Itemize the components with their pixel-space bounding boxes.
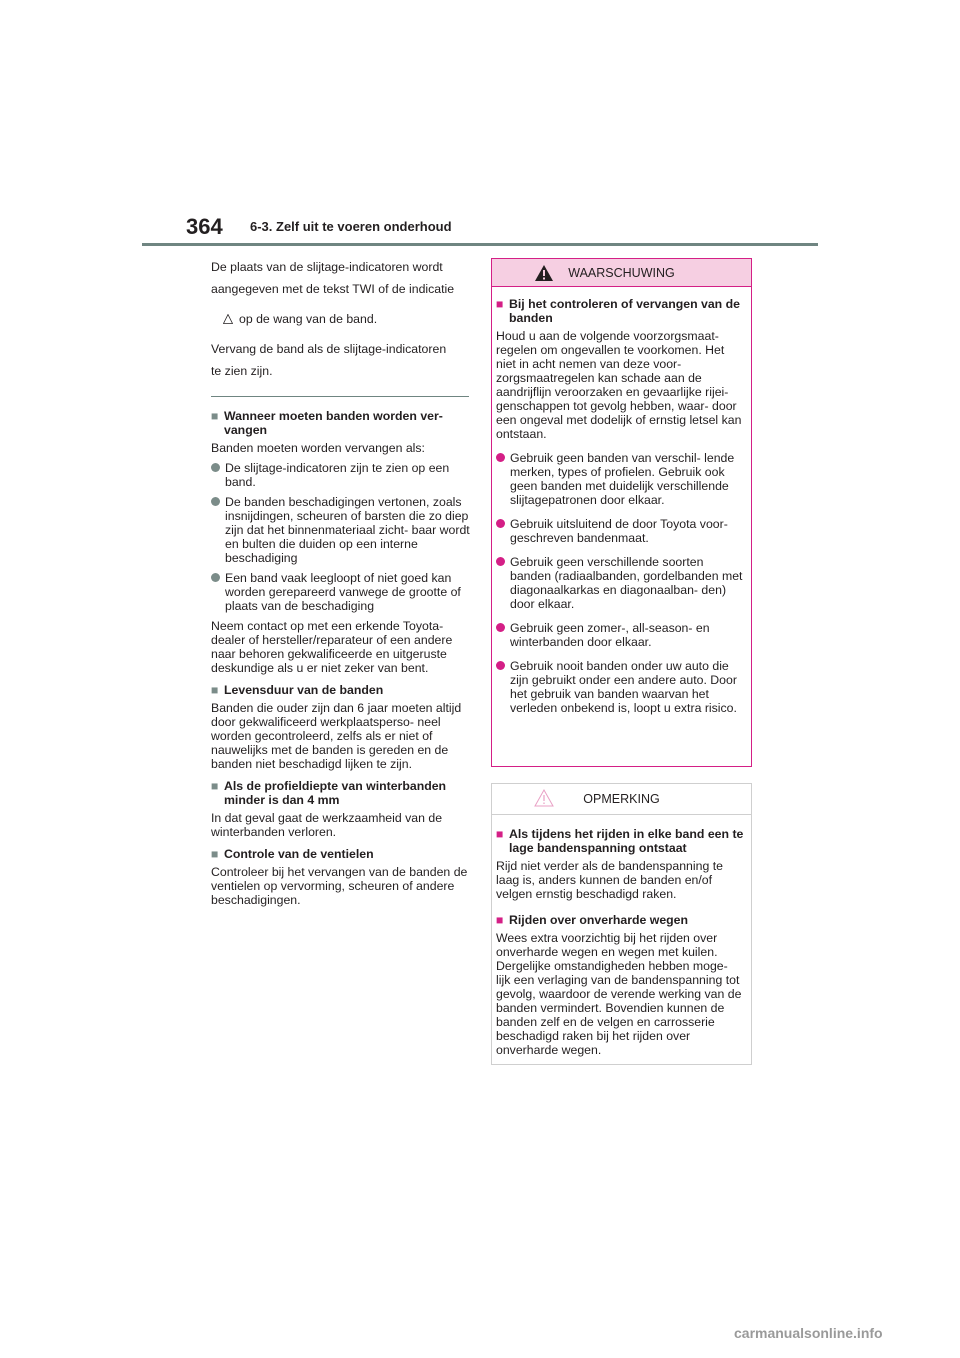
intro-line: aangegeven met de tekst TWI of de indicatie [211, 282, 455, 296]
round-bullet-icon [496, 557, 505, 566]
section-body: Banden die ouder zijn dan 6 jaar moeten altijd door gekwalificeerd werkplaatsperso- neel worden gecontroleerd, zelfs als er niet of nauwelijks met de banden is gereden en de banden niet beschadigd lijken te zijn. [211, 701, 462, 771]
list-item: Gebruik uitsluitend de door Toyota voor- geschreven bandenmaat. [496, 517, 745, 545]
section-title: 6-3. Zelf uit te voeren onderhoud [250, 219, 452, 234]
warning-body [492, 287, 751, 715]
notice-triangle-icon [534, 789, 554, 807]
replace-line: te zien zijn. [211, 364, 273, 378]
intro-icon-line [211, 300, 471, 330]
notice-text: Wees extra voorzichtig bij het rijden over onverharde wegen en wegen met kuilen. Dergelijke omstandigheden hebben moge- lijk een verlaging van de bandenspanning tot gevolg, waardoor de verende werking van de banden vermindert. Bovendien kunnen de banden zelf en de velgen en carrosserie beschadigd raken bij het rijden over onverharde wegen. [496, 931, 742, 1057]
section-heading: ■ Als de profieldiepte van winterbanden minder is dan 4 mm [211, 779, 447, 807]
square-bullet-icon: ■ [211, 847, 219, 861]
warning-heading: ■ Bij het controleren of vervangen van de banden [496, 297, 740, 325]
warning-header [492, 259, 751, 287]
intro-icon-text: op de wang van de band. [239, 312, 378, 326]
round-bullet-icon [496, 453, 505, 462]
round-bullet-icon [211, 497, 220, 506]
left-column [211, 256, 471, 907]
list-item: Gebruik geen verschillende soorten banden (radiaalbanden, gordelbanden met diagonaalkarkas en diagonaalban- den) door elkaar. [496, 555, 745, 611]
notice-heading: ■ Rijden over onverharde wegen [496, 913, 689, 927]
section-replace-tires [211, 409, 471, 675]
round-bullet-icon [211, 463, 220, 472]
notice-heading: ■ Als tijdens het rijden in elke band een te lage bandenspanning ontstaat [496, 827, 744, 855]
square-bullet-icon: ■ [211, 409, 219, 423]
round-bullet-icon [211, 573, 220, 582]
list-item: De banden beschadigingen vertonen, zoals insnijdingen, scheuren of barsten die zo diep zijn dat het binnenmateriaal zicht- baar wordt en bulten die duiden op een interne beschadiging [211, 495, 471, 565]
square-bullet-icon: ■ [496, 913, 504, 927]
tread-wear-indicator-icon [223, 314, 233, 324]
notice-title: OPMERKING [583, 792, 660, 806]
header-rule [142, 243, 818, 246]
section-body: Banden moeten worden vervangen als: [211, 441, 425, 455]
notice-body [492, 815, 751, 1057]
list-item: Een band vaak leegloopt of niet goed kan worden gerepareerd vanwege de grootte of plaats van de beschadiging [211, 571, 471, 613]
warning-triangle-icon [534, 264, 554, 282]
section-tire-lifetime [211, 683, 471, 771]
section-heading: ■ Wanneer moeten banden worden ver- vangen [211, 409, 443, 437]
intro [211, 256, 471, 382]
round-bullet-icon [496, 623, 505, 632]
section-valves [211, 847, 471, 907]
section-winter-tires [211, 779, 471, 839]
page-number: 364 [186, 214, 223, 239]
section-heading: ■ Levensduur van de banden [211, 683, 384, 697]
notice-header [492, 784, 751, 815]
notice-box [491, 783, 752, 1065]
list-item: Gebruik nooit banden onder uw auto die zijn gebruikt onder een andere auto. Door het gebruik van banden waarvan het verleden onbekend is, loopt u extra risico. [496, 659, 745, 715]
round-bullet-icon [496, 661, 505, 670]
warning-text: Houd u aan de volgende voorzorgsmaat- regelen om ongevallen te voorkomen. Het niet in acht nemen van deze voor- zorgsmaatregelen kan schade aan de aandrijflijn veroorzaken en gevaarlijke rijei- genschappen tot gevolg hebben, waar- door een ongeval met dodelijk of ernstig letsel kan ontstaan. [496, 329, 742, 441]
square-bullet-icon: ■ [496, 827, 504, 841]
notice-text: Rijd niet verder als de bandenspanning te laag is, anders kunnen de banden en/of velgen ernstig beschadigd raken. [496, 859, 723, 901]
section-body: In dat geval gaat de werkzaamheid van de winterbanden verloren. [211, 811, 443, 839]
square-bullet-icon: ■ [211, 683, 219, 697]
list-item: Gebruik geen banden van verschil- lende merken, types of profielen. Gebruik ook geen banden met duidelijk verschillende slijtagepatronen door elkaar. [496, 451, 745, 507]
watermark: carmanualsonline.info [734, 1325, 883, 1341]
list-item: De slijtage-indicatoren zijn te zien op een band. [211, 461, 471, 489]
section-heading: ■ Controle van de ventielen [211, 847, 374, 861]
square-bullet-icon: ■ [496, 297, 504, 311]
warning-box [491, 258, 752, 767]
round-bullet-icon [496, 519, 505, 528]
section-after: Neem contact op met een erkende Toyota- dealer of hersteller/reparateur of een andere naar behoren gekwalificeerde en uitgeruste deskundige als u er niet zeker van bent. [211, 619, 453, 675]
section-body: Controleer bij het vervangen van de banden de ventielen op vervorming, scheuren of andere beschadigingen. [211, 865, 468, 907]
intro-line: De plaats van de slijtage-indicatoren wordt [211, 260, 443, 274]
replace-line: Vervang de band als de slijtage-indicatoren [211, 342, 447, 356]
section-divider [211, 396, 469, 397]
list-item: Gebruik geen zomer-, all-season- en winterbanden door elkaar. [496, 621, 745, 649]
warning-title: WAARSCHUWING [568, 266, 675, 280]
square-bullet-icon: ■ [211, 779, 219, 793]
